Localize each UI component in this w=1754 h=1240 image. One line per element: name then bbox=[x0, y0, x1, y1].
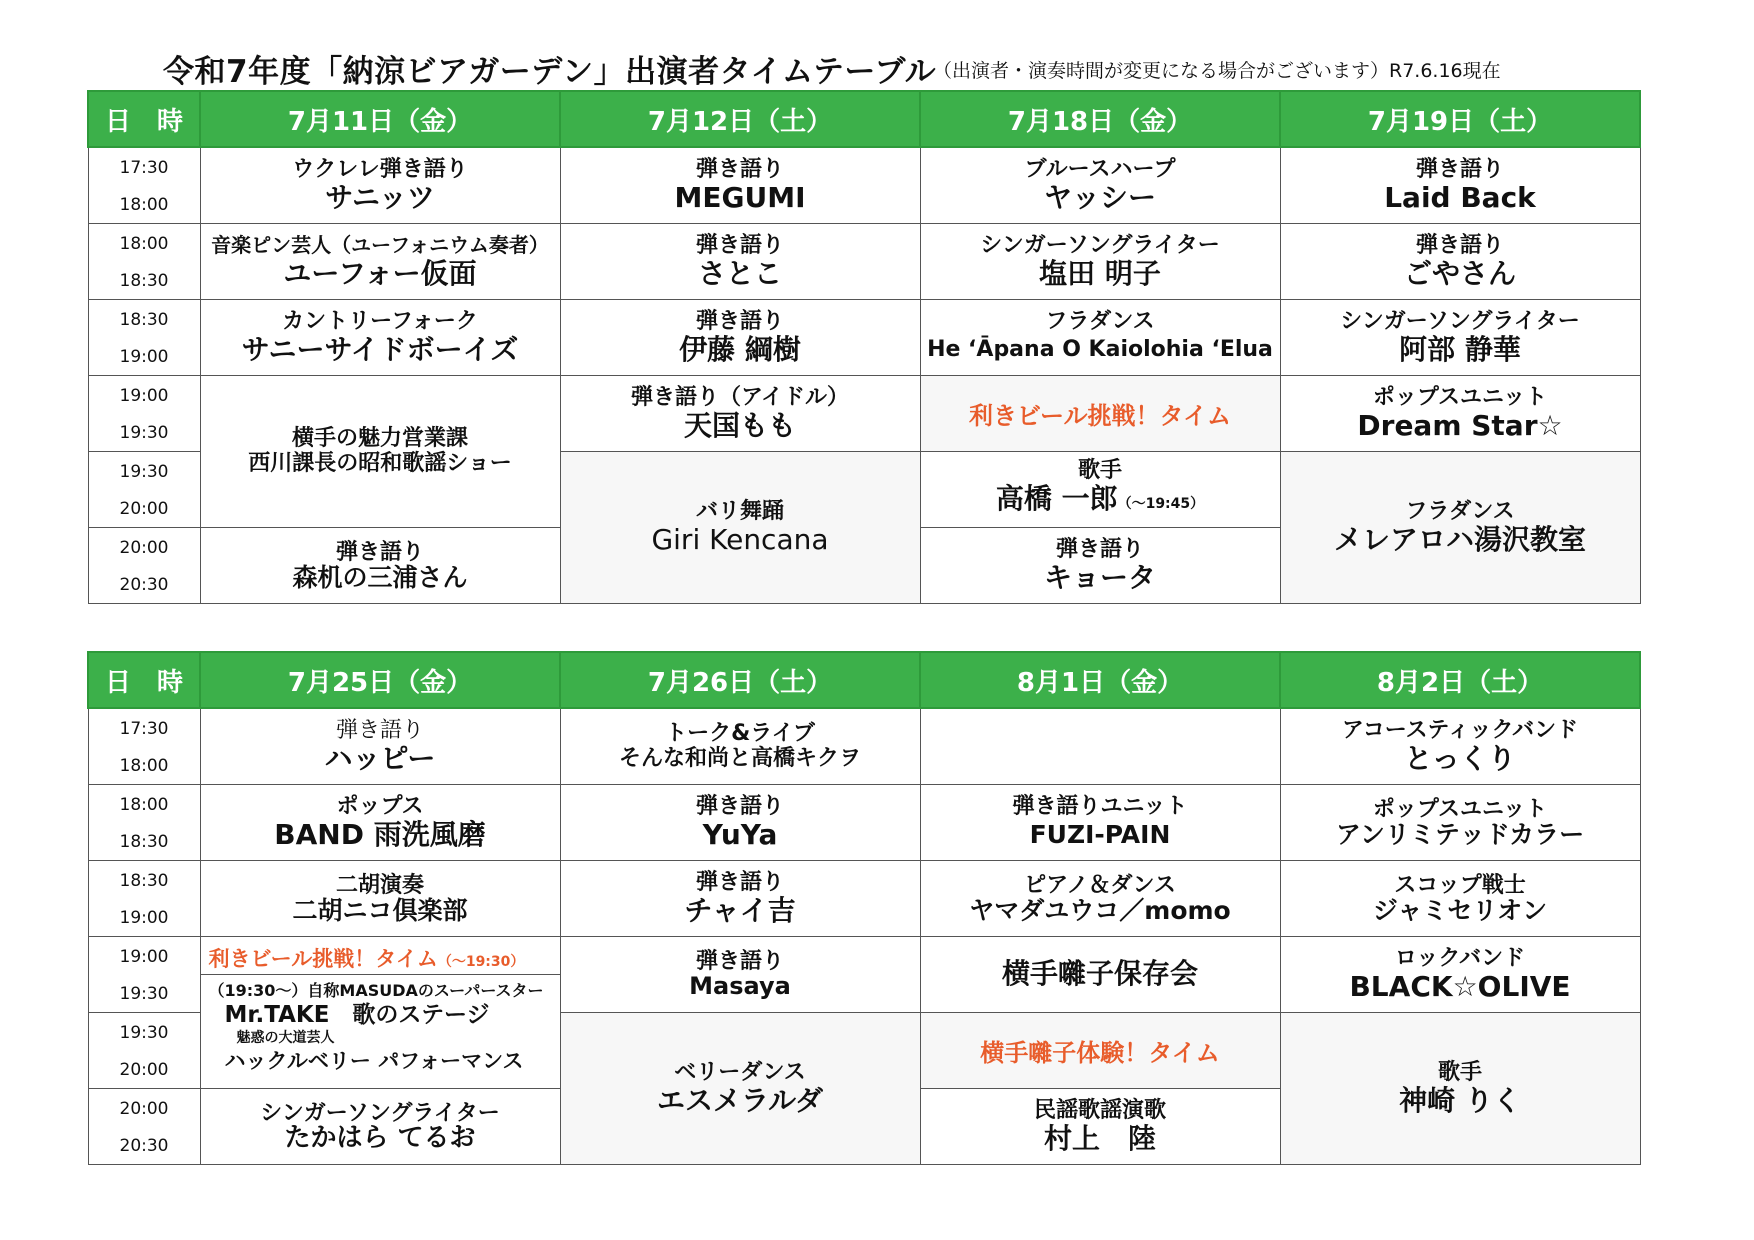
timetable-1 bbox=[87, 90, 1641, 604]
performance-cell: 弾き語り チャイ吉 bbox=[560, 860, 920, 936]
header-day: 7月26日（土） bbox=[560, 652, 920, 708]
performance-cell: 弾き語り キョータ bbox=[920, 527, 1280, 603]
performance-cell: 二胡演奏 二胡ニコ倶楽部 bbox=[200, 860, 560, 936]
table-row bbox=[88, 375, 1640, 451]
performance-cell: シンガーソングライター 阿部 静華 bbox=[1280, 299, 1640, 375]
performance-cell: ピアノ＆ダンス ヤマダユウコ／momo bbox=[920, 860, 1280, 936]
header-row bbox=[88, 652, 1640, 708]
time-slot: 17:30 18:00 bbox=[88, 147, 200, 223]
event-strip: 利きビール挑戦！タイム（～19:30） bbox=[201, 944, 560, 975]
time-slot: 18:30 19:00 bbox=[88, 299, 200, 375]
performance-cell: 弾き語り さとこ bbox=[560, 223, 920, 299]
performance-cell: 音楽ピン芸人（ユーフォニウム奏者） ユーフォー仮面 bbox=[200, 223, 560, 299]
performance-cell: 弾き語り ハッピー bbox=[200, 708, 560, 784]
time-slot: 19:30 20:00 bbox=[88, 451, 200, 527]
header-day: 7月18日（金） bbox=[920, 91, 1280, 147]
performance-cell: 弾き語り YuYa bbox=[560, 784, 920, 860]
performance-cell: フラダンス He ʻĀpana O Kaiolohia ʻElua bbox=[920, 299, 1280, 375]
time-slot: 18:00 18:30 bbox=[88, 223, 200, 299]
table-row bbox=[88, 708, 1640, 784]
performance-cell: 横手囃子保存会 bbox=[920, 936, 1280, 1012]
performance-cell: 弾き語り ごやさん bbox=[1280, 223, 1640, 299]
performance-cell: 弾き語り 伊藤 綱樹 bbox=[560, 299, 920, 375]
header-day: 8月1日（金） bbox=[920, 652, 1280, 708]
table-row bbox=[88, 784, 1640, 860]
performance-cell-split bbox=[200, 936, 560, 1088]
header-day: 8月2日（土） bbox=[1280, 652, 1640, 708]
performance-cell: ウクレレ弾き語り サニッツ bbox=[200, 147, 560, 223]
performance-cell: バリ舞踊 Giri Kencana bbox=[560, 451, 920, 603]
timetable-2 bbox=[87, 651, 1641, 1165]
performance-cell: トーク&ライブ そんな和尚と高橋キクヲ bbox=[560, 708, 920, 784]
performance-cell: 民謡歌謡演歌 村上 陸 bbox=[920, 1088, 1280, 1164]
table-row bbox=[88, 936, 1640, 1012]
header-datetime: 日 時 bbox=[88, 91, 200, 147]
time-slot: 17:30 18:00 bbox=[88, 708, 200, 784]
performance-cell: ベリーダンス エスメラルダ bbox=[560, 1012, 920, 1164]
header-day: 7月11日（金） bbox=[200, 91, 560, 147]
performance-cell: 弾き語り Laid Back bbox=[1280, 147, 1640, 223]
table-row bbox=[88, 147, 1640, 223]
event-cell: 横手囃子体験！タイム bbox=[920, 1012, 1280, 1088]
performance-cell: ロックバンド BLACK☆OLIVE bbox=[1280, 936, 1640, 1012]
performance-cell: ポップスユニット アンリミテッドカラー bbox=[1280, 784, 1640, 860]
performance-cell: シンガーソングライター たかはら てるお bbox=[200, 1088, 560, 1164]
performance-cell: アコースティックバンド とっくり bbox=[1280, 708, 1640, 784]
header-datetime: 日 時 bbox=[88, 652, 200, 708]
performance-cell: フラダンス メレアロハ湯沢教室 bbox=[1280, 451, 1640, 603]
title-note: （出演者・演奏時間が変更になる場合がございます）R7.6.16現在 bbox=[933, 60, 1501, 82]
time-slot: 18:00 18:30 bbox=[88, 784, 200, 860]
table-row bbox=[88, 223, 1640, 299]
header-day: 7月25日（金） bbox=[200, 652, 560, 708]
performance-cell: スコップ戦士 ジャミセリオン bbox=[1280, 860, 1640, 936]
table-row bbox=[88, 299, 1640, 375]
performance-cell: ブルースハープ ヤッシー bbox=[920, 147, 1280, 223]
title-bar bbox=[163, 46, 1583, 90]
performance-cell: 弾き語り（アイドル） 天国もも bbox=[560, 375, 920, 451]
header-day: 7月12日（土） bbox=[560, 91, 920, 147]
performance-cell: シンガーソングライター 塩田 明子 bbox=[920, 223, 1280, 299]
performance-cell: 弾き語り MEGUMI bbox=[560, 147, 920, 223]
time-slot: 18:30 19:00 bbox=[88, 860, 200, 936]
performance-cell: 弾き語り 森机の三浦さん bbox=[200, 527, 560, 603]
time-slot: 20:00 20:30 bbox=[88, 1088, 200, 1164]
performance-cell: 横手の魅力営業課 西川課長の昭和歌謡ショー bbox=[200, 375, 560, 527]
performance-cell: 弾き語りユニット FUZI-PAIN bbox=[920, 784, 1280, 860]
header-row bbox=[88, 91, 1640, 147]
time-slot: 19:30 20:00 bbox=[88, 1012, 200, 1088]
time-slot: 20:00 20:30 bbox=[88, 527, 200, 603]
time-slot: 19:00 19:30 bbox=[88, 936, 200, 1012]
table-row bbox=[88, 860, 1640, 936]
performance-notes: （19:30～）自称MASUDAのスーパースター Mr.TAKE 歌のステージ 魅惑の大道芸人 ハックルベリー パフォーマンス bbox=[208, 980, 544, 1073]
performance-cell: ポップスユニット Dream Star☆ bbox=[1280, 375, 1640, 451]
performance-cell: 弾き語り Masaya bbox=[560, 936, 920, 1012]
performance-cell: カントリーフォーク サニーサイドボーイズ bbox=[200, 299, 560, 375]
performance-cell: 歌手 高橋 一郎（～19:45） bbox=[920, 451, 1280, 527]
header-day: 7月19日（土） bbox=[1280, 91, 1640, 147]
performance-cell-empty bbox=[920, 708, 1280, 784]
performance-cell: 歌手 神崎 りく bbox=[1280, 1012, 1640, 1164]
time-slot: 19:00 19:30 bbox=[88, 375, 200, 451]
performance-cell: ポップス BAND 雨洗風磨 bbox=[200, 784, 560, 860]
event-cell: 利きビール挑戦！タイム bbox=[920, 375, 1280, 451]
page-title: 令和7年度「納涼ビアガーデン」出演者タイムテーブル bbox=[163, 54, 937, 90]
